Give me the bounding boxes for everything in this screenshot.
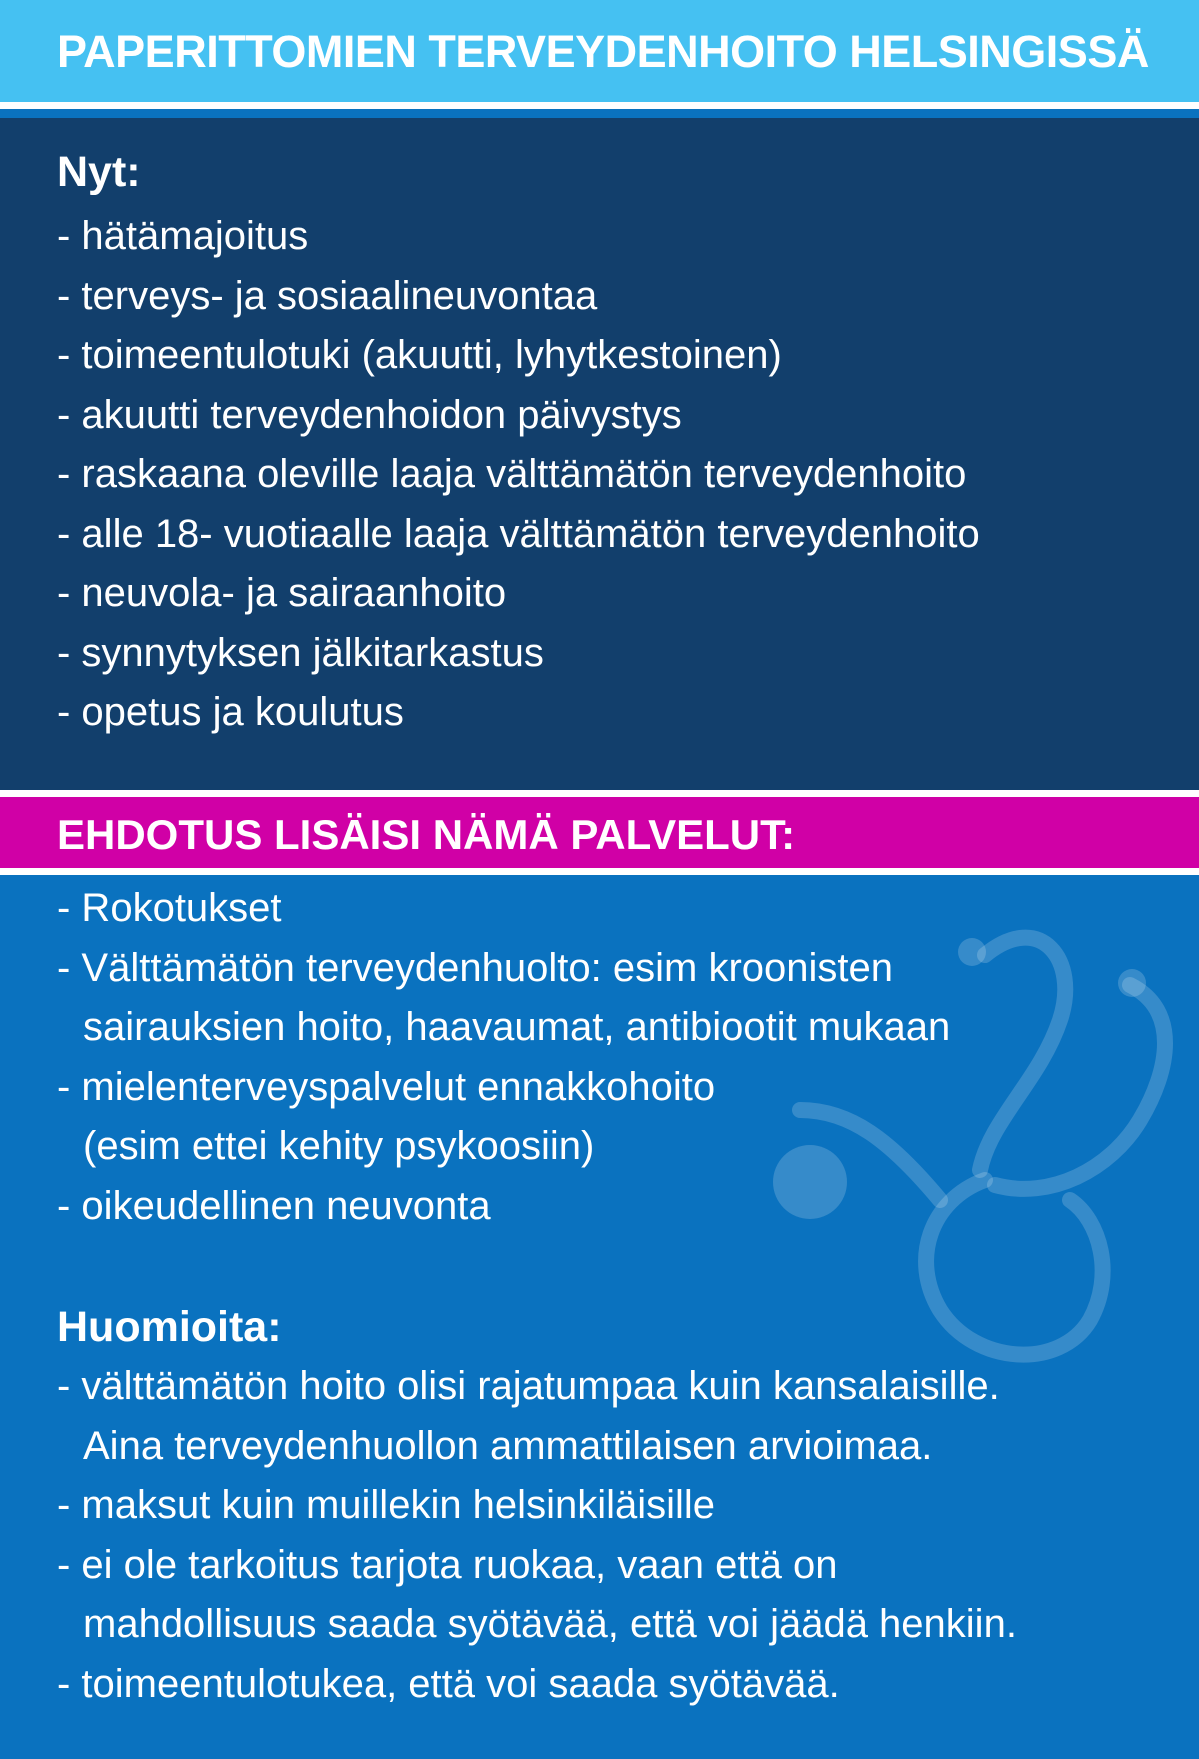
list-item-line: (esim ettei kehity psykoosiin) xyxy=(83,1124,595,1168)
list-item-line: - toimeentulotukea, että voi saada syötävää. xyxy=(57,1661,840,1706)
list-item-line: - ei ole tarkoitus tarjota ruokaa, vaan että on xyxy=(57,1542,838,1587)
divider xyxy=(0,868,1199,875)
list-item: - raskaana oleville laaja välttämätön terveydenhoito xyxy=(57,452,967,496)
page-title: PAPERITTOMIEN TERVEYDENHOITO HELSINGISSÄ xyxy=(57,26,1149,77)
list-item-line: - välttämätön hoito olisi rajatumpaa kuin kansalaisille. xyxy=(57,1364,1000,1408)
list-item-line: - oikeudellinen neuvonta xyxy=(57,1183,491,1228)
list-item-line: - Välttämätön terveydenhuolto: esim kroonisten xyxy=(57,945,893,990)
current-services-heading: Nyt: xyxy=(57,148,141,196)
current-services-section xyxy=(0,118,1199,790)
proposal-bar xyxy=(0,797,1199,868)
notes-list xyxy=(57,1357,1017,1714)
list-item: - alle 18- vuotiaalle laaja välttämätön terveydenhoito xyxy=(57,511,980,556)
list-item: - akuutti terveydenhoidon päivystys xyxy=(57,392,682,437)
list-item-line: Aina terveydenhuollon ammattilaisen arvioimaa. xyxy=(83,1423,933,1468)
notes-heading: Huomioita: xyxy=(57,1303,282,1351)
header-bar xyxy=(0,0,1199,109)
list-item-line: sairauksien hoito, haavaumat, antibiootit mukaan xyxy=(83,1005,951,1049)
list-item-line: - mielenterveyspalvelut ennakkohoito xyxy=(57,1064,716,1109)
stethoscope-icon xyxy=(740,900,1199,1380)
list-item-line: - Rokotukset xyxy=(57,886,282,930)
list-item: - toimeentulotuki (akuutti, lyhytkestoinen) xyxy=(57,333,782,377)
list-item: - neuvola- ja sairaanhoito xyxy=(57,571,507,615)
list-item xyxy=(57,1655,1017,1715)
list-item-line: - maksut kuin muillekin helsinkiläisille xyxy=(57,1483,716,1527)
list-item-line: mahdollisuus saada syötävää, että voi jäädä henkiin. xyxy=(83,1602,1017,1646)
list-item xyxy=(57,1476,1017,1536)
list-item: - opetus ja koulutus xyxy=(57,690,404,734)
list-item xyxy=(57,1536,1017,1655)
list-item: - hätämajoitus xyxy=(57,214,309,258)
divider xyxy=(0,790,1199,797)
proposal-title: EHDOTUS LISÄISI NÄMÄ PALVELUT: xyxy=(57,811,796,858)
list-item: - terveys- ja sosiaalineuvontaa xyxy=(57,273,598,318)
list-item: - synnytyksen jälkitarkastus xyxy=(57,630,544,675)
current-services-list xyxy=(57,207,980,743)
